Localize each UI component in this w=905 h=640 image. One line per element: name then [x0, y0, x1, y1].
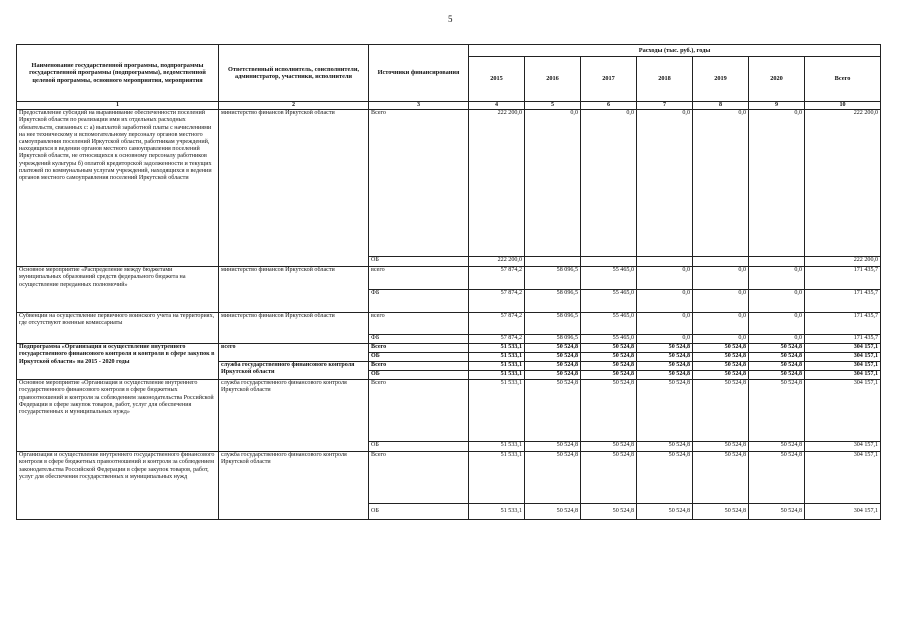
- row-source: всего: [369, 313, 469, 335]
- value-cell: 171 435,7: [805, 335, 881, 344]
- value-cell: 50 524,8: [581, 344, 637, 353]
- value-cell: 50 524,8: [749, 380, 805, 442]
- value-cell: 50 524,8: [525, 504, 581, 520]
- row-source: всего: [369, 267, 469, 290]
- value-cell: 0,0: [749, 290, 805, 313]
- value-cell: 50 524,8: [525, 442, 581, 452]
- col-num: 7: [637, 102, 693, 110]
- value-cell: 0,0: [637, 267, 693, 290]
- value-cell: 50 524,8: [693, 344, 749, 353]
- value-cell: 57 874,2: [469, 290, 525, 313]
- value-cell: 55 465,0: [581, 335, 637, 344]
- row-name: Основное мероприятие «Организация и осуществление внутреннего государственного финансового контроля в сфере бюджетных правоотношений и контроля за соблюдением законодательства Российской Федерации в сфере закупок товаров, работ, услуг для обеспечения государственных и муниципальных нужд»: [17, 380, 219, 452]
- value-cell: 50 524,8: [749, 504, 805, 520]
- year-2016: 2016: [525, 57, 581, 102]
- value-cell: 0,0: [693, 313, 749, 335]
- row-name: Подпрограмма «Организация и осуществление внутреннего государственного финансового контроля и контроля в сфере закупок в Иркутской области» на 2015 - 2020 годы: [17, 344, 219, 380]
- table-row: [17, 110, 881, 257]
- value-cell: 57 874,2: [469, 267, 525, 290]
- header-executor: Ответственный исполнитель, соисполнители, администратор, участники, исполнители: [219, 45, 369, 102]
- row-executor: служба государственного финансового контроля Иркутской области: [219, 452, 369, 520]
- value-cell: 50 524,8: [525, 362, 581, 371]
- value-cell: 50 524,8: [581, 380, 637, 442]
- value-cell: 51 533,1: [469, 504, 525, 520]
- header-row: [17, 45, 881, 57]
- table-row: [17, 313, 881, 335]
- row-source: Всего: [369, 344, 469, 353]
- row-source: Всего: [369, 362, 469, 371]
- col-num: 9: [749, 102, 805, 110]
- value-cell: 51 533,1: [469, 353, 525, 362]
- value-cell: 50 524,8: [581, 371, 637, 380]
- row-name: Организация и осуществление внутреннего государственного финансового контроля в сфере бюджетных правоотношений и контроля за соблюдением законодательства Российской Федерации в сфере закупок товаров, работ, услуг для обеспечения государственных и муниципальных нужд: [17, 452, 219, 520]
- value-cell: 51 533,1: [469, 344, 525, 353]
- value-cell: 50 524,8: [693, 371, 749, 380]
- value-cell: 50 524,8: [637, 344, 693, 353]
- table-row: [17, 380, 881, 442]
- value-cell: 0,0: [693, 290, 749, 313]
- table-row: [17, 452, 881, 504]
- header-name: Наименование государственной программы, подпрограммы государственной программы (подпрограммы), ведомственной целевой программы, основного мероприятия, мероприятия: [17, 45, 219, 102]
- value-cell: 50 524,8: [525, 353, 581, 362]
- value-cell: 55 465,0: [581, 290, 637, 313]
- value-cell: 0,0: [693, 335, 749, 344]
- value-cell: 0,0: [637, 290, 693, 313]
- value-cell: 51 533,1: [469, 371, 525, 380]
- row-executor: служба государственного финансового контроля Иркутской области: [219, 362, 369, 380]
- page-number: 5: [448, 14, 453, 24]
- col-num: 1: [17, 102, 219, 110]
- value-cell: 304 157,1: [805, 504, 881, 520]
- header-source: Источники финансирования: [369, 45, 469, 102]
- year-2019: 2019: [693, 57, 749, 102]
- year-2018: 2018: [637, 57, 693, 102]
- value-cell: 58 096,5: [525, 335, 581, 344]
- row-source: ОБ: [369, 257, 469, 267]
- value-cell: 50 524,8: [581, 362, 637, 371]
- col-num: 2: [219, 102, 369, 110]
- row-source: ФБ: [369, 290, 469, 313]
- row-executor: министерство финансов Иркутской области: [219, 110, 369, 267]
- value-cell: 50 524,8: [749, 452, 805, 504]
- value-cell: 51 533,1: [469, 362, 525, 371]
- value-cell: 0,0: [637, 313, 693, 335]
- value-cell: 304 157,1: [805, 380, 881, 442]
- value-cell: 0,0: [525, 110, 581, 257]
- row-source: Всего: [369, 452, 469, 504]
- value-cell: 304 157,1: [805, 344, 881, 353]
- value-cell: 222 200,0: [805, 110, 881, 257]
- value-cell: 50 524,8: [749, 353, 805, 362]
- value-cell: [525, 257, 581, 267]
- value-cell: 50 524,8: [581, 353, 637, 362]
- value-cell: 50 524,8: [637, 504, 693, 520]
- value-cell: 0,0: [637, 110, 693, 257]
- row-name: Субвенции на осуществление первичного воинского учета на территориях, где отсутствуют военные комиссариаты: [17, 313, 219, 344]
- budget-table: [16, 44, 881, 520]
- value-cell: 304 157,1: [805, 362, 881, 371]
- row-source: Всего: [369, 110, 469, 257]
- value-cell: 57 874,2: [469, 313, 525, 335]
- value-cell: 0,0: [749, 313, 805, 335]
- value-cell: 50 524,8: [525, 452, 581, 504]
- year-2017: 2017: [581, 57, 637, 102]
- value-cell: 50 524,8: [637, 452, 693, 504]
- value-cell: 50 524,8: [693, 380, 749, 442]
- value-cell: 50 524,8: [749, 442, 805, 452]
- value-cell: 50 524,8: [637, 442, 693, 452]
- col-num: 10: [805, 102, 881, 110]
- row-source: ОБ: [369, 371, 469, 380]
- value-cell: 50 524,8: [749, 371, 805, 380]
- value-cell: 50 524,8: [693, 353, 749, 362]
- value-cell: 0,0: [749, 335, 805, 344]
- value-cell: 304 157,1: [805, 442, 881, 452]
- row-source: ОБ: [369, 504, 469, 520]
- value-cell: 222 200,0: [469, 257, 525, 267]
- row-source: ОБ: [369, 442, 469, 452]
- value-cell: [693, 257, 749, 267]
- value-cell: 55 465,0: [581, 267, 637, 290]
- value-cell: 0,0: [581, 110, 637, 257]
- value-cell: 50 524,8: [637, 371, 693, 380]
- value-cell: 50 524,8: [525, 344, 581, 353]
- value-cell: 304 157,1: [805, 353, 881, 362]
- row-executor: министерство финансов Иркутской области: [219, 267, 369, 313]
- value-cell: 58 096,5: [525, 267, 581, 290]
- value-cell: 0,0: [637, 335, 693, 344]
- value-cell: 50 524,8: [693, 442, 749, 452]
- value-cell: 51 533,1: [469, 452, 525, 504]
- row-source: Всего: [369, 380, 469, 442]
- value-cell: 55 465,0: [581, 313, 637, 335]
- row-source: ОБ: [369, 353, 469, 362]
- value-cell: 51 533,1: [469, 442, 525, 452]
- col-num: 6: [581, 102, 637, 110]
- col-num: 3: [369, 102, 469, 110]
- value-cell: [637, 257, 693, 267]
- value-cell: 51 533,1: [469, 380, 525, 442]
- value-cell: 50 524,8: [693, 362, 749, 371]
- value-cell: 50 524,8: [637, 353, 693, 362]
- value-cell: 57 874,2: [469, 335, 525, 344]
- value-cell: 304 157,1: [805, 452, 881, 504]
- value-cell: 0,0: [749, 267, 805, 290]
- row-executor: министерство финансов Иркутской области: [219, 313, 369, 344]
- value-cell: 50 524,8: [637, 362, 693, 371]
- row-name: Предоставление субсидий на выравнивание обеспеченности поселений Иркутской области по реализации ими их отдельных расходных обязательств, связанных с: а) выплатой заработной платы с начислениями на нее техническому и вспомогательному персоналу органов местного самоуправления поселений Иркутской области, работникам учреждений, находящихся в ведении органов местного самоуправления поселений Иркутской области, не относящихся к основному персоналу работников учреждений культуры б) оплатой кредиторской задолженности и текущих платежей по коммунальным услугам учреждений, находящихся в ведении органов местного самоуправления поселений Иркутской области: [17, 110, 219, 267]
- column-numbers-row: [17, 102, 881, 110]
- value-cell: 171 435,7: [805, 290, 881, 313]
- value-cell: 50 524,8: [637, 380, 693, 442]
- row-executor: служба государственного финансового контроля Иркутской области: [219, 380, 369, 452]
- value-cell: 171 435,7: [805, 313, 881, 335]
- col-num: 8: [693, 102, 749, 110]
- value-cell: 50 524,8: [749, 344, 805, 353]
- header-expenses: Расходы (тыс. руб.), годы: [469, 45, 881, 57]
- value-cell: 50 524,8: [581, 442, 637, 452]
- value-cell: 50 524,8: [581, 452, 637, 504]
- value-cell: 50 524,8: [581, 504, 637, 520]
- value-cell: 222 200,0: [469, 110, 525, 257]
- value-cell: 304 157,1: [805, 371, 881, 380]
- table-row: [17, 344, 881, 353]
- value-cell: 58 096,5: [525, 313, 581, 335]
- col-num: 5: [525, 102, 581, 110]
- row-source: ФБ: [369, 335, 469, 344]
- value-cell: [581, 257, 637, 267]
- col-num: 4: [469, 102, 525, 110]
- row-executor: всего: [219, 344, 369, 362]
- value-cell: 50 524,8: [749, 362, 805, 371]
- value-cell: 50 524,8: [693, 504, 749, 520]
- value-cell: 0,0: [693, 267, 749, 290]
- value-cell: 0,0: [693, 110, 749, 257]
- year-2015: 2015: [469, 57, 525, 102]
- value-cell: 50 524,8: [525, 380, 581, 442]
- value-cell: 58 096,5: [525, 290, 581, 313]
- value-cell: 0,0: [749, 110, 805, 257]
- row-name: Основное мероприятие «Распределение между бюджетами муниципальных образований средств федерального бюджета на осуществление переданных полномочий»: [17, 267, 219, 313]
- value-cell: 50 524,8: [525, 371, 581, 380]
- year-total: Всего: [805, 57, 881, 102]
- value-cell: 50 524,8: [693, 452, 749, 504]
- value-cell: [749, 257, 805, 267]
- year-2020: 2020: [749, 57, 805, 102]
- value-cell: 222 200,0: [805, 257, 881, 267]
- value-cell: 171 435,7: [805, 267, 881, 290]
- table-row: [17, 267, 881, 290]
